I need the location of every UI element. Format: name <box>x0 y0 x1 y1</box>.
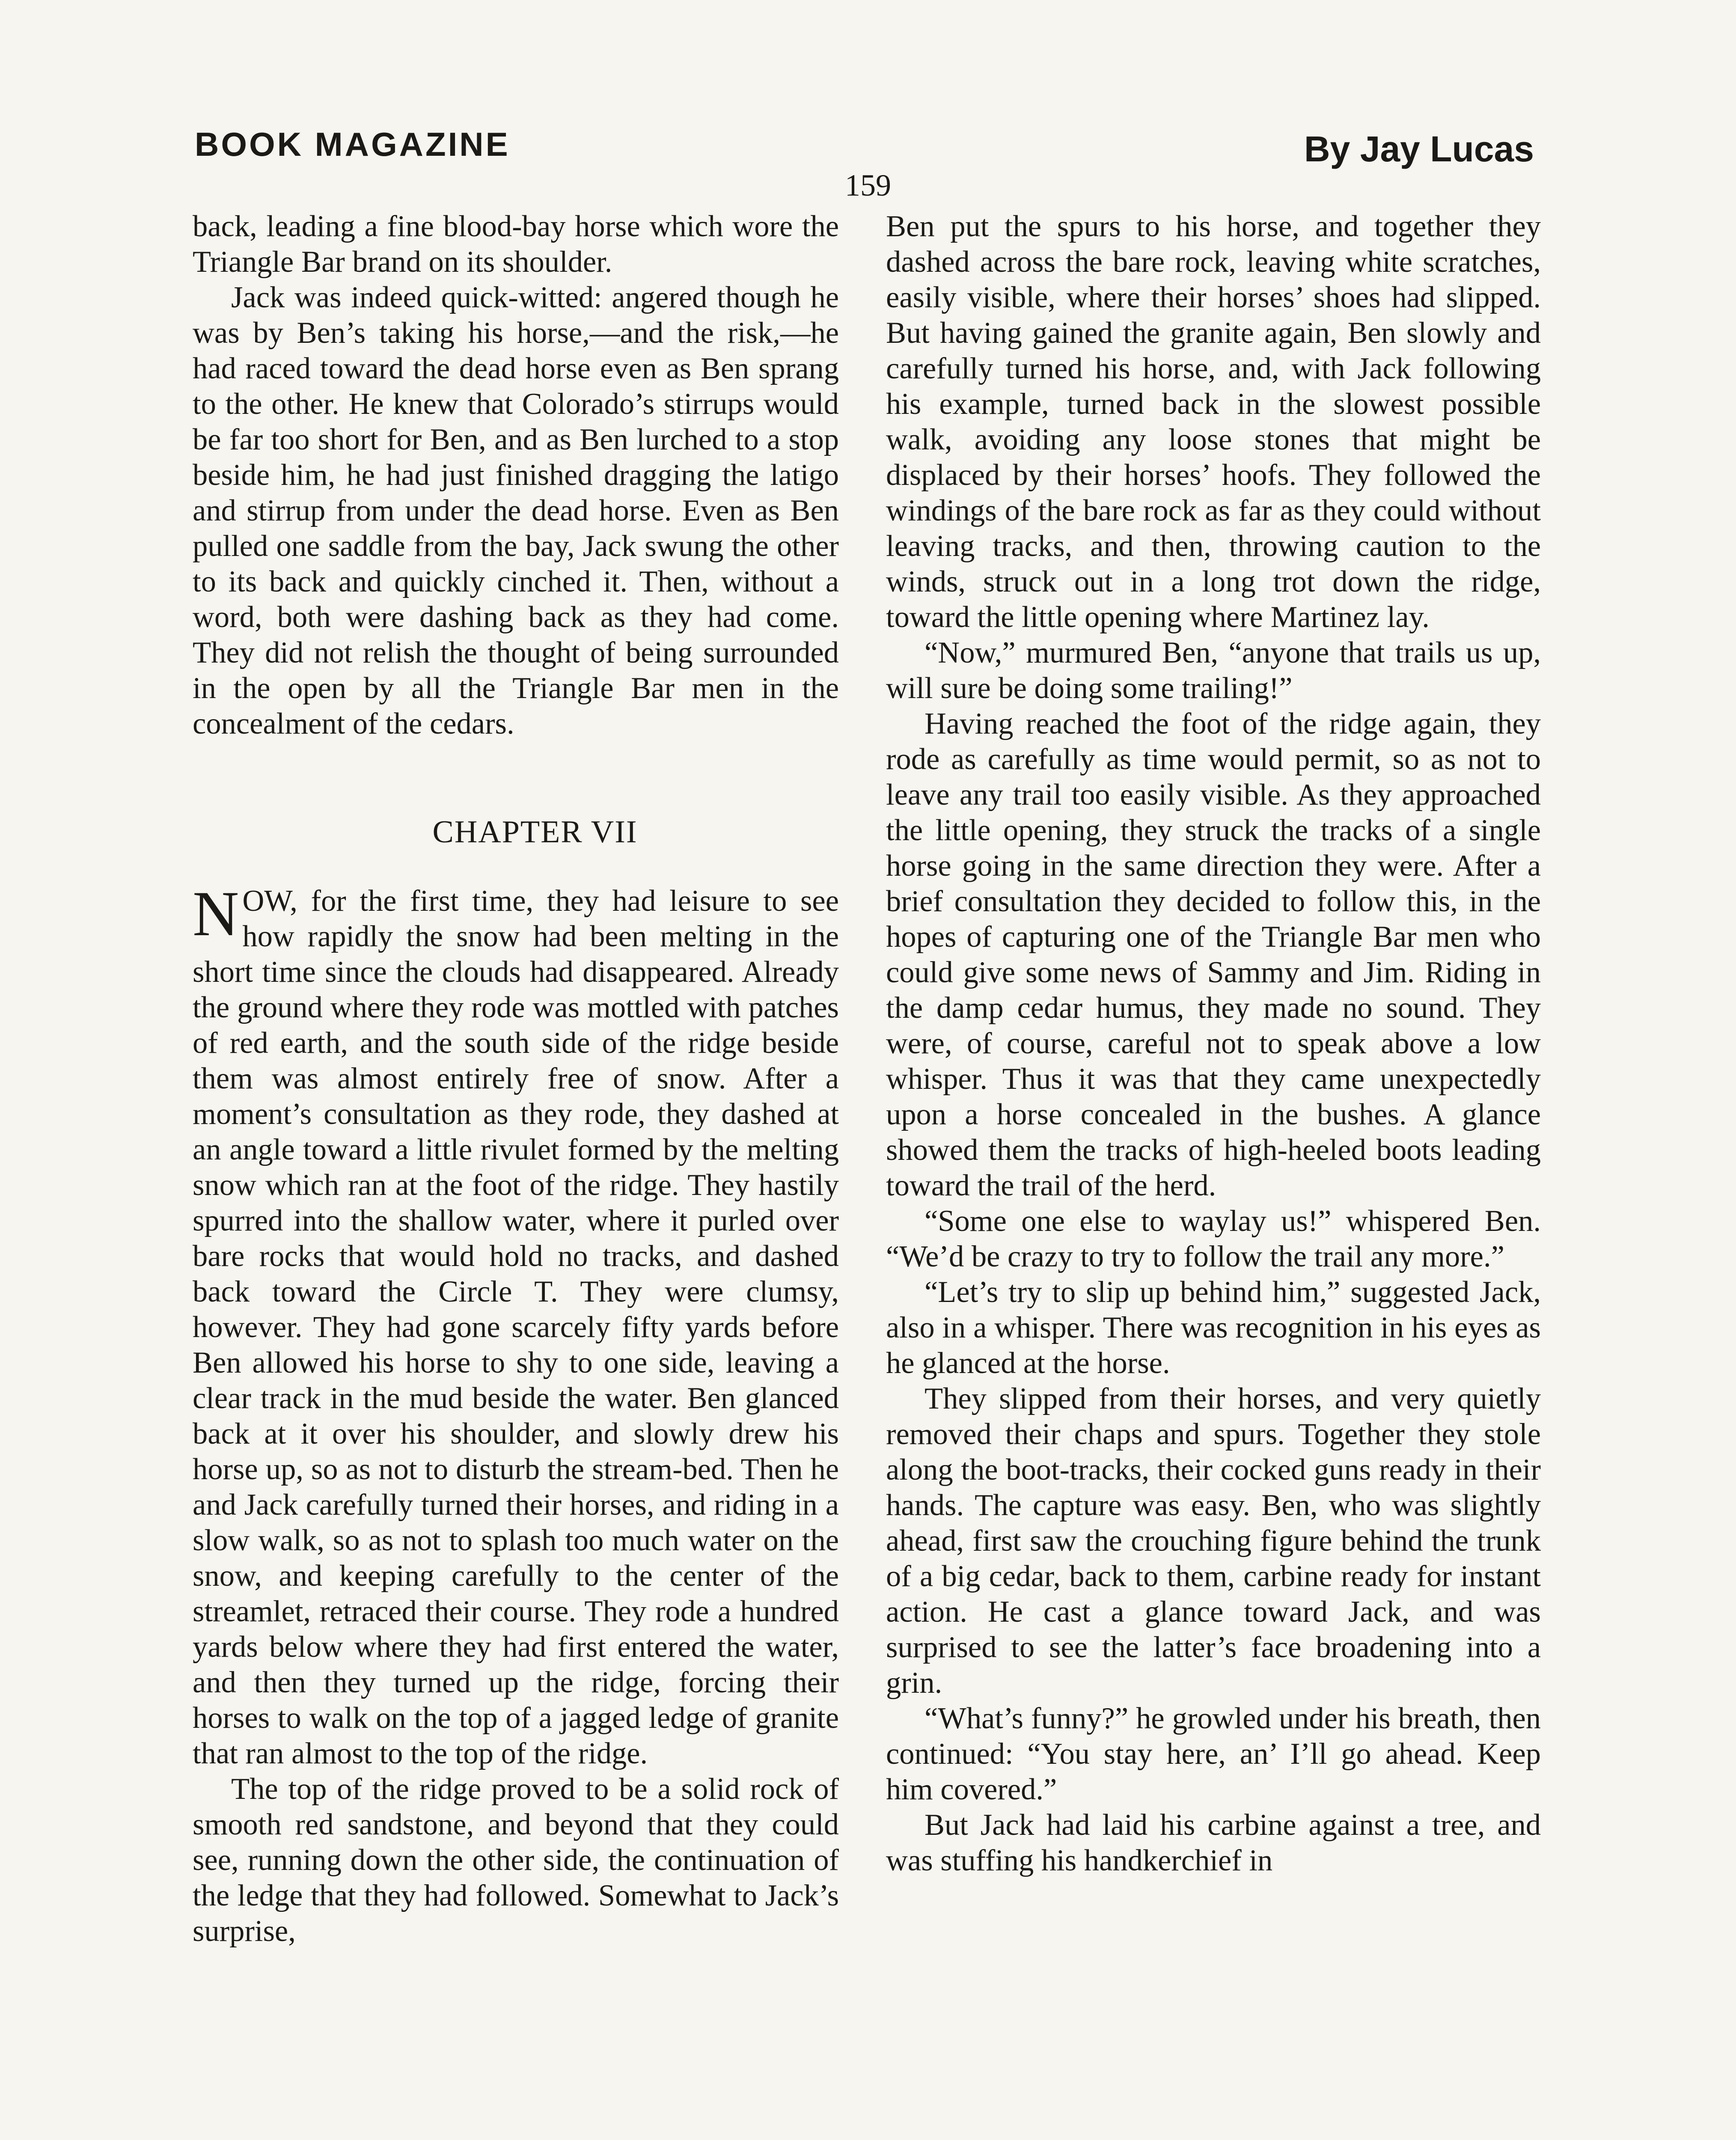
right-column <box>886 209 1541 2140</box>
paragraph: They slipped from their horses, and very quietly removed their chaps and spurs. Together they stole along the boot-tracks, their cocked guns ready in their hands. The capture was easy. Ben, who was slightly ahead, first saw the crouching figure behind the trunk of a big cedar, back to them, carbine ready for instant action. He cast a glance toward Jack, and was surprised to see the latter’s face broadening into a grin. <box>886 1382 1541 1700</box>
running-header-left: BOOK MAGAZINE <box>195 125 510 163</box>
chapter-heading: CHAPTER VII <box>432 814 638 850</box>
paragraph: “Let’s try to slip up behind him,” suggested Jack, also in a whisper. There was recognition in his eyes as he glanced at the horse. <box>886 1275 1541 1380</box>
paragraph <box>193 878 839 1771</box>
running-header-byline: By Jay Lucas <box>1304 129 1534 169</box>
paragraph: “Now,” murmured Ben, “anyone that trails us up, will sure be doing some trailing!” <box>886 636 1541 705</box>
paragraph: Jack was indeed quick-witted: angered though he was by Ben’s taking his horse,—and the risk,—he had raced toward the dead horse even as Ben sprang to the other. He knew that Colorado’s stirrups would be far too short for Ben, and as Ben lurched to a stop beside him, he had just finished dragging the latigo and stirrup from under the dead horse. Even as Ben pulled one saddle from the bay, Jack swung the other to its back and quickly cinched it. Then, without a word, both were dashing back as they had come. They did not relish the thought of being surrounded in the open by all the Triangle Bar men in the concealment of the cedars. <box>193 281 839 740</box>
paragraph: back, leading a fine blood-bay horse which wore the Triangle Bar brand on its shoulder. <box>193 210 839 279</box>
paragraph: Having reached the foot of the ridge again, they rode as carefully as time would permit, so as not to leave any trail too easily visible. As they approached the little opening, they struck the tracks of a single horse going in the same direction they were. After a brief consultation they decided to follow this, in the hopes of capturing one of the Triangle Bar men who could give some news of Sammy and Jim. Riding in the damp cedar humus, they made no sound. They were, of course, careful not to speak above a low whisper. Thus it was that they came unexpectedly upon a horse concealed in the bushes. A glance showed them the tracks of high-heeled boots leading toward the trail of the herd. <box>886 707 1541 1202</box>
paragraph-text: OW, for the first time, they had leisure to see how rapidly the snow had been melting in the short time since the clouds had disappeared. Already the ground where they rode was mottled with patches of red earth, and the south side of the ridge beside them was almost entirely free of snow. After a moment’s consultation as they rode, they dashed at an angle toward a little rivulet formed by the melting snow which ran at the foot of the ridge. They hastily spurred into the shallow water, where it purled over bare rocks that would hold no tracks, and dashed back toward the Circle T. They were clumsy, however. They had gone scarcely fifty yards before Ben allowed his horse to shy to one side, leaving a clear track in the mud beside the water. Ben glanced back at it over his shoulder, and slowly drew his horse up, so as not to disturb the stream-bed. Then he and Jack carefully turned their horses, and riding in a slow walk, so as not to splash too much water on the snow, and keeping carefully to the center of the streamlet, retraced their course. They rode a hundred yards below where they had first entered the water, and then they turned up the ridge, forcing their horses to walk on the top of a jagged ledge of granite that ran almost to the top of the ridge. <box>193 884 839 1770</box>
paragraph: “Some one else to waylay us!” whispered Ben. “We’d be crazy to try to follow the trail any more.” <box>886 1204 1541 1273</box>
paragraph: But Jack had laid his carbine against a tree, and was stuffing his handkerchief in <box>886 1808 1541 1877</box>
paragraph: The top of the ridge proved to be a solid rock of smooth red sandstone, and beyond that they could see, running down the other side, the continuation of the ledge that they had followed. Somewhat to Jack’s surprise, <box>193 1772 839 1948</box>
drop-cap: N <box>193 878 239 949</box>
page-number: 159 <box>845 168 891 202</box>
paragraph: “What’s funny?” he growled under his breath, then continued: “You stay here, an’ I’ll go ahead. Keep him covered.” <box>886 1702 1541 1806</box>
left-column <box>193 209 839 2140</box>
paragraph: Ben put the spurs to his horse, and together they dashed across the bare rock, leaving white scratches, easily visible, where their horses’ shoes had slipped. But having gained the granite again, Ben slowly and carefully turned his horse, and, with Jack following his example, turned back in the slowest possible walk, avoiding any loose stones that might be displaced by their horses’ hoofs. They followed the windings of the bare rock as far as they could without leaving tracks, and then, throwing caution to the winds, struck out in a long trot down the ridge, toward the little opening where Martinez lay. <box>886 210 1541 634</box>
